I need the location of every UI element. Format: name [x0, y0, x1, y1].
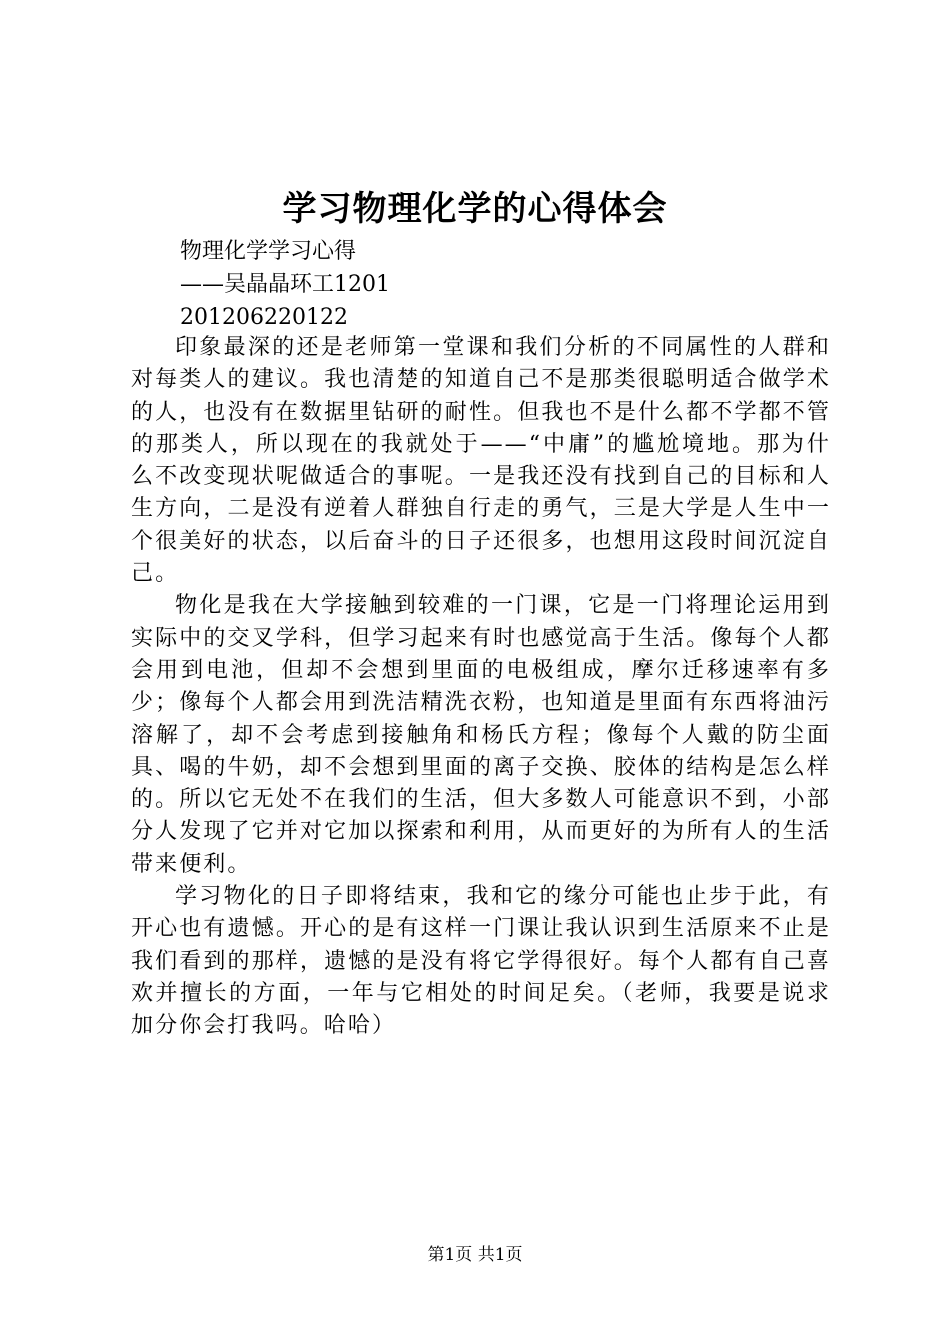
paragraph-3: 学习物化的日子即将结束，我和它的缘分可能也止步于此，有开心也有遗憾。开心的是有这样一门课让我认识到生活原来不止是我们看到的那样，遗憾的是没有将它学得很好。每个人都有自己喜欢并擅长的方面，一年与它相处的时间足矣。（老师，我要是说求加分你会打我吗。哈哈） — [131, 884, 831, 1039]
paragraph-1: 印象最深的还是老师第一堂课和我们分析的不同属性的人群和对每类人的建议。我也清楚的知道自己不是那类很聪明适合做学术的人，也没有在数据里钻研的耐性。但我也不是什么都不学都不管的那类人，所以现在的我就处于——“中庸”的尴尬境地。那为什么不改变现状呢做适合的事呢。一是我还没有找到自己的目标和人生方向，二是没有逆着人群独自行走的勇气，三是大学是人生中一个很美好的状态，以后奋斗的日子还很多，也想用这段时间沉淀自己。 — [131, 335, 831, 587]
student-id: 201206220122 — [180, 305, 348, 330]
author-line: ——吴晶晶环工1201 — [180, 272, 390, 297]
document-title: 学习物理化学的心得体会 — [282, 189, 668, 229]
document-body — [131, 332, 831, 1043]
paragraph-2: 物化是我在大学接触到较难的一门课，它是一门将理论运用到实际中的交叉学科，但学习起来有时也感觉高于生活。像每个人都会用到电池，但却不会想到里面的电极组成，摩尔迁移速率有多少；像每个人都会用到洗洁精洗衣粉，也知道是里面有东西将油污溶解了，却不会考虑到接触角和杨氏方程；像每个人戴的防尘面具、喝的牛奶，却不会想到里面的离子交换、胶体的结构是怎么样的。所以它无处不在我们的生活，但大多数人可能意识不到，小部分人发现了它并对它加以探索和利用，从而更好的为所有人的生活带来便利。 — [131, 593, 831, 877]
page-footer: 第1页 共1页 — [427, 1245, 523, 1265]
document-subtitle: 物理化学学习心得 — [180, 239, 357, 264]
